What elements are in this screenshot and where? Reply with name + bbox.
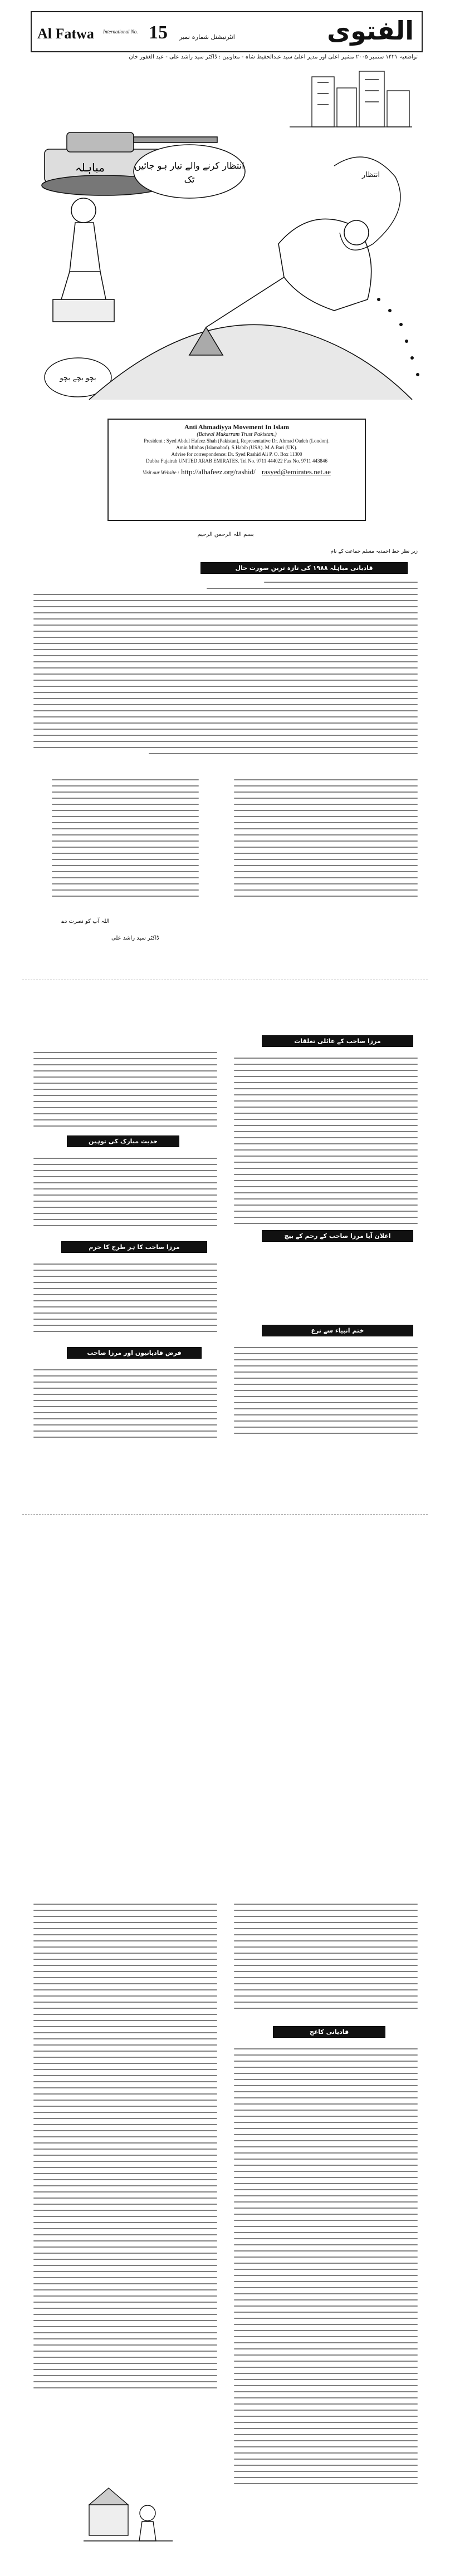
org-line-3: Advise for correspondence: Dr. Syed Rashid Ali P. O. Box 11300: [171, 451, 302, 457]
section-heading-5: ختم انبیاء سے نزع: [262, 1325, 413, 1336]
p2-left-column-d: [33, 1369, 217, 1443]
right-signoff: ڈاکٹر سید راشد علی: [111, 935, 159, 941]
section-heading-2: حدیث مبارک کی توہین: [67, 1135, 179, 1147]
section-heading-1: مرزا صاحب کے عائلی تعلقات: [262, 1035, 413, 1047]
masthead-issue-number: 15: [149, 22, 168, 43]
bismillah: بسم اللہ الرحمن الرحیم: [197, 532, 254, 538]
org-line-4: Dubba Fujairah UNITED ARAB EMIRATES. Tel No. 9711 444022 Fax No. 9711 443846: [146, 458, 327, 464]
left-column-poem: [33, 779, 217, 902]
p3-right-column: [234, 1904, 418, 2014]
left-signoff: اللہ آپ کو نصرت دے: [61, 918, 110, 925]
p3-left-column: [33, 1904, 217, 2393]
p2-right-column: [234, 1058, 418, 1229]
org-title: Anti Ahmadiyya Movement In Islam: [184, 423, 289, 431]
p2-left-column-c: [33, 1264, 217, 1337]
intro-body-text: [33, 582, 418, 759]
p2-left-column-b: [33, 1158, 217, 1231]
org-line-2: Amin Minhas (Islamabad). S.Habib (USA). M.A.Bari (UK).: [176, 445, 297, 450]
intro-heading-text: قادیانی مباہلہ ۱۹۸۸ کی تازہ ترین صورت حال: [235, 564, 373, 572]
p3-right-column-b: [234, 2048, 418, 2489]
section-heading-3: مرزا صاحب کا ہر طرح کا جرم: [61, 1241, 207, 1253]
masthead-intl-label: International No.: [103, 29, 138, 35]
email-link[interactable]: rasyed@emirates.net.ae: [262, 468, 331, 476]
website-link[interactable]: http://alhafeez.org/rashid/: [181, 468, 256, 476]
speech-bubble-top-text: انتظار کرنے والے تیار ہو جائیں: [134, 160, 244, 171]
org-line-1: President : Syed Abdul Hafeez Shah (Pakistan), Representative Dr. Ahmad Oadeh (London).: [144, 438, 330, 444]
spiral-text: انتظار: [362, 171, 380, 179]
editorial-cartoon: [22, 66, 429, 414]
page-divider-2: [22, 1514, 428, 1515]
section-heading-7: قادیانی کاعج: [273, 2026, 385, 2038]
footer-cartoon: [84, 2482, 173, 2549]
intro-note: زیر نظر خط احمدیہ مسلم جماعت کے نام: [330, 549, 418, 554]
masthead-title-en: Al Fatwa: [37, 26, 94, 42]
hill-illustration: [89, 325, 412, 400]
p2-left-column: [33, 1052, 217, 1132]
skyline-illustration: [290, 71, 412, 127]
masthead: [31, 11, 423, 52]
speech-bubble-mid-text: ٹک: [184, 174, 195, 185]
speech-bubble-top: [134, 145, 245, 198]
right-column-text: [234, 779, 418, 902]
masthead-issue-label: انٹرنیشنل شمارہ نمبر: [179, 33, 235, 41]
intro-heading: [200, 562, 408, 574]
figure-illustration: [53, 198, 114, 322]
section-heading-4: اعلان آیا مرزا صاحب کے رحم کے بیچ: [262, 1230, 413, 1242]
website-label: Visit our Website :: [143, 470, 179, 475]
footprints-illustration: [377, 298, 419, 376]
website-row: [109, 468, 365, 476]
org-subtitle: (Batwal Mukarram Trust Pakistan.): [197, 431, 277, 437]
p2-right-column-b: [234, 1347, 418, 1439]
section-heading-6: فرض قادیانیوں اور مرزا صاحب: [67, 1347, 202, 1359]
dateline: تواضعیہ ۱۴۲۱ ستمبر ۲۰۰۵ مشیر اعلیٰ اور مدیر اعلیٰ سید عبدالحفیظ شاہ - معاونین : ڈاکٹر سید راشد علی - عبد الغفور خان: [129, 54, 418, 60]
speech-bubble-left-text: بچو بچے بچو: [60, 374, 96, 382]
tank-sign-text: مباہلہ: [75, 161, 105, 174]
masthead-title-ur: الفتوی: [327, 16, 414, 46]
organization-info-box: [107, 419, 366, 521]
